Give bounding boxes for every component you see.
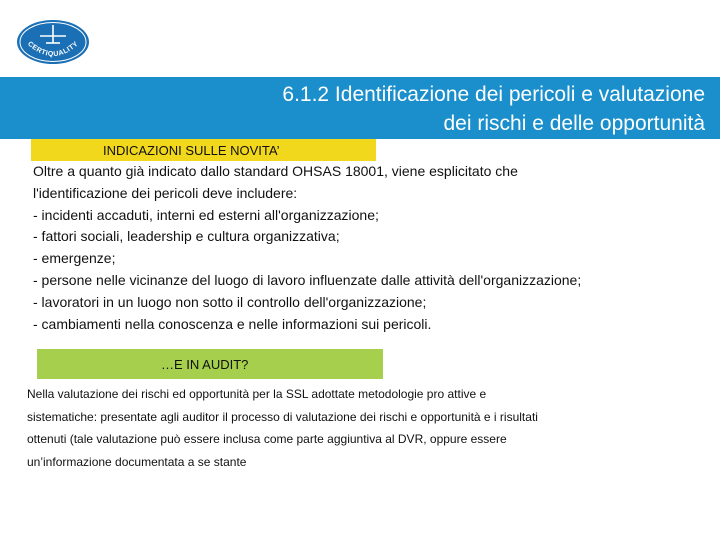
title-line-2: dei rischi e delle opportunità bbox=[443, 112, 705, 135]
body-line: - lavoratori in un luogo non sotto il controllo dell'organizzazione; bbox=[33, 293, 427, 310]
section-label-novita bbox=[31, 139, 376, 161]
body-line: - fattori sociali, leadership e cultura organizzativa; bbox=[33, 228, 340, 245]
audit-line: un’informazione documentata a se stante bbox=[27, 454, 247, 469]
body-line: - persone nelle vicinanze del luogo di lavoro influenzate dalle attività dell'organizzazione; bbox=[33, 271, 582, 288]
audit-line: sistematiche: presentate agli auditor il processo di valutazione dei rischi e opportunità e i risultati bbox=[27, 409, 538, 424]
section-label-audit bbox=[37, 349, 383, 379]
title-line-1: 6.1.2 Identificazione dei pericoli e valutazione bbox=[282, 83, 705, 106]
body-line: - cambiamenti nella conoscenza e nelle informazioni sui pericoli. bbox=[33, 315, 432, 332]
body-line: Oltre a quanto già indicato dallo standard OHSAS 18001, viene esplicitato che bbox=[33, 163, 518, 179]
section-body-audit bbox=[27, 383, 707, 473]
section-body-novita bbox=[33, 161, 713, 335]
page-title bbox=[190, 80, 705, 138]
body-line: - incidenti accaduti, interni ed esterni all'organizzazione; bbox=[33, 206, 379, 223]
certiquality-logo bbox=[16, 19, 90, 65]
section-label-novita-text: INDICAZIONI SULLE NOVITA’ bbox=[103, 143, 280, 158]
logo-text: CERTIQUALITY bbox=[26, 40, 80, 59]
body-line: - emergenze; bbox=[33, 250, 116, 267]
section-label-audit-text: …E IN AUDIT? bbox=[161, 357, 249, 372]
audit-line: ottenuti (tale valutazione può essere inclusa come parte aggiuntiva al DVR, oppure essere bbox=[27, 432, 507, 446]
audit-line: Nella valutazione dei rischi ed opportunità per la SSL adottate metodologie pro attive e bbox=[27, 387, 487, 401]
body-line: l'identificazione dei pericoli deve includere: bbox=[33, 184, 298, 201]
